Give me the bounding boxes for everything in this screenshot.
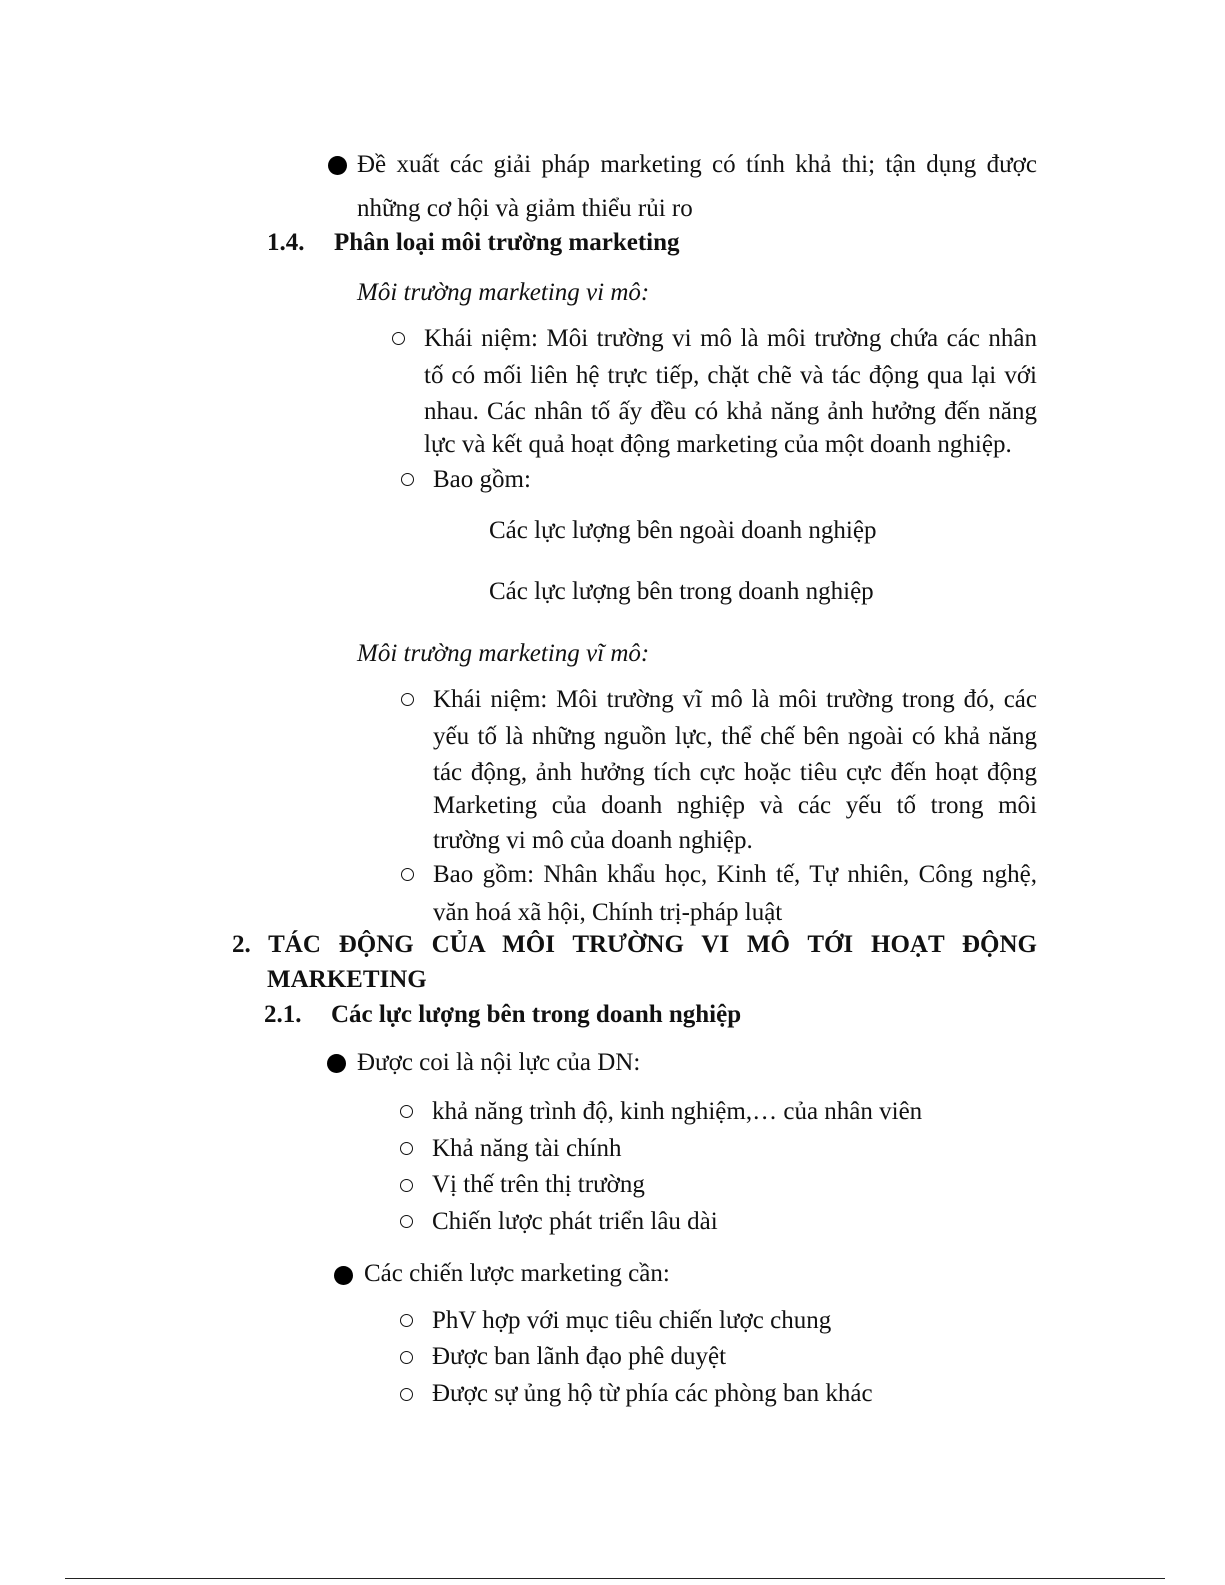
circle-bullet-icon <box>400 1351 413 1364</box>
chapter-title: 2. TÁC ĐỘNG CỦA MÔI TRƯỜNG VI MÔ TỚI HOẠT ĐỘNG <box>232 931 1037 958</box>
concept-line: nhau. Các nhân tố ấy đều có khả năng ảnh hưởng đến năng <box>424 398 1037 425</box>
concept-line: yếu tố là những nguồn lực, thể chế bên ngoài có khả năng <box>433 723 1037 750</box>
includes-item: Các lực lượng bên ngoài doanh nghiệp <box>489 517 877 544</box>
subheading-macro: Môi trường marketing vĩ mô: <box>357 640 650 667</box>
circle-bullet-icon <box>400 1215 413 1228</box>
circle-bullet-icon <box>400 1179 413 1192</box>
bullet-text-line: Đề xuất các giải pháp marketing có tính khả thi; tận dụng được <box>357 151 1037 178</box>
list-item: Vị thế trên thị trường <box>432 1171 645 1198</box>
list-item: khả năng trình độ, kinh nghiệm,… của nhân viên <box>432 1098 923 1125</box>
concept-line: trường vi mô của doanh nghiệp. <box>433 827 753 854</box>
circle-bullet-icon <box>401 868 414 881</box>
bullet-text: Được coi là nội lực của DN: <box>357 1049 641 1076</box>
bullet-dot-icon <box>327 1054 346 1073</box>
circle-bullet-icon <box>400 1105 413 1118</box>
section-number: 1.4. <box>267 229 305 256</box>
list-item: Được sự ủng hộ từ phía các phòng ban khác <box>432 1380 873 1407</box>
list-item: PhV hợp với mục tiêu chiến lược chung <box>432 1307 832 1334</box>
concept-line: tác động, ảnh hưởng tích cực hoặc tiêu cực đến hoạt động <box>433 759 1037 786</box>
page-bottom-divider <box>65 1578 1165 1579</box>
circle-bullet-icon <box>401 693 414 706</box>
list-item: Khả năng tài chính <box>432 1135 622 1162</box>
bullet-dot-icon <box>328 156 347 175</box>
includes-line: văn hoá xã hội, Chính trị-pháp luật <box>433 899 783 926</box>
concept-line: tố có mối liên hệ trực tiếp, chặt chẽ và tác động qua lại với <box>424 362 1037 389</box>
list-item: Chiến lược phát triển lâu dài <box>432 1208 718 1235</box>
circle-bullet-icon <box>400 1314 413 1327</box>
circle-bullet-icon <box>400 1142 413 1155</box>
bullet-dot-icon <box>334 1266 353 1285</box>
section-number: 2.1. <box>264 1001 302 1028</box>
circle-bullet-icon <box>401 473 414 486</box>
includes-label: Bao gồm: <box>433 466 531 493</box>
section-title: Các lực lượng bên trong doanh nghiệp <box>331 1001 742 1028</box>
concept-line: Khái niệm: Môi trường vĩ mô là môi trường trong đó, các <box>433 686 1037 713</box>
section-title: Phân loại môi trường marketing <box>334 229 680 256</box>
includes-line: Bao gồm: Nhân khẩu học, Kinh tế, Tự nhiên, Công nghệ, <box>433 861 1037 888</box>
chapter-title-cont: MARKETING <box>267 966 427 993</box>
includes-item: Các lực lượng bên trong doanh nghiệp <box>489 578 874 605</box>
concept-line: Marketing của doanh nghiệp và các yếu tố trong môi <box>433 792 1037 819</box>
circle-bullet-icon <box>400 1388 413 1401</box>
bullet-text-line: những cơ hội và giảm thiểu rủi ro <box>357 195 693 222</box>
subheading-micro: Môi trường marketing vi mô: <box>357 279 650 306</box>
bullet-text: Các chiến lược marketing cần: <box>364 1260 670 1287</box>
list-item: Được ban lãnh đạo phê duyệt <box>432 1343 727 1370</box>
circle-bullet-icon <box>392 332 405 345</box>
concept-line: lực và kết quả hoạt động marketing của một doanh nghiệp. <box>424 431 1012 458</box>
concept-line: Khái niệm: Môi trường vi mô là môi trường chứa các nhân <box>424 325 1037 352</box>
